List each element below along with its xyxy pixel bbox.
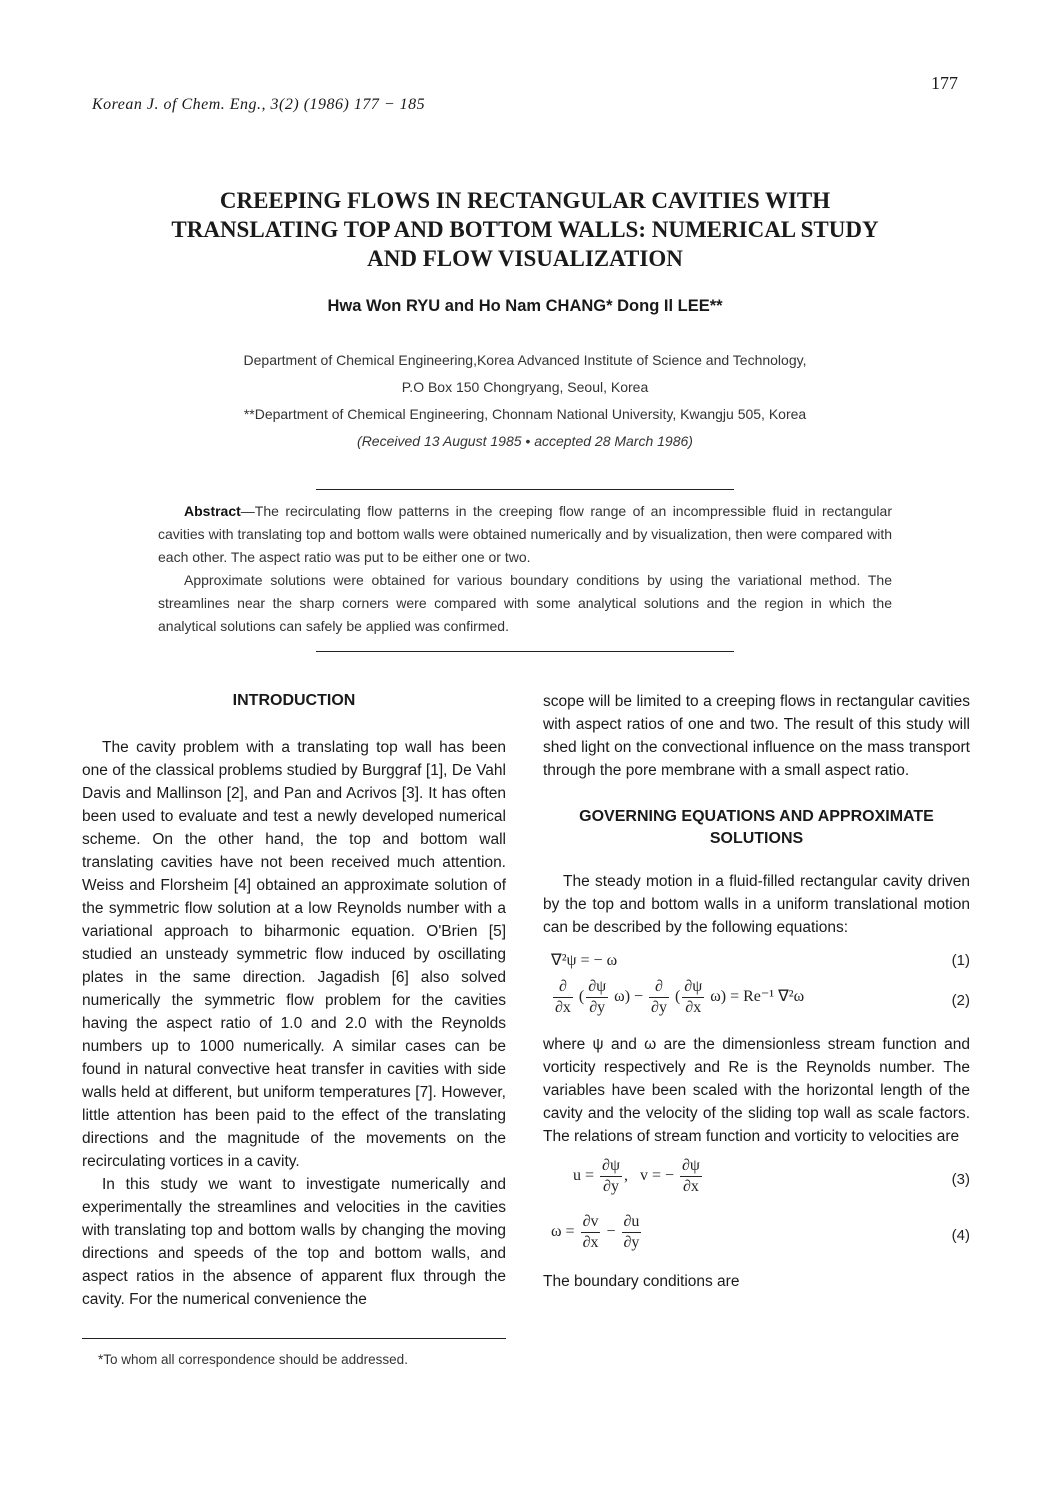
- body-paragraph: scope will be limited to a creeping flows in rectangular cavities with aspect ratios of one and two. The result of this study will shed light on the convectional influence on the mass transport through the pore membrane with a small aspect ratio.: [543, 693, 970, 779]
- page-number: 177: [931, 73, 958, 93]
- equation-number: (1): [951, 952, 970, 969]
- journal-citation: Korean J. of Chem. Eng., 3(2) (1986) 177 − 185: [92, 96, 426, 113]
- body-paragraph: In this study we want to investigate numerically and experimentally the streamlines and velocities in the cavities with translating top and bottom walls by changing the moving directions and speeds of the top and bottom walls, and aspect ratios in the absence of apparent flux through the cavity. For the numerical convenience the: [82, 1176, 506, 1308]
- abstract-paragraph: —The recirculating flow patterns in the creeping flow range of an incompressible fluid in rectangular cavities with translating top and bottom walls were obtained numerically and by visualization, then were compared with each other. The aspect ratio was put to be either one or two.: [158, 503, 892, 565]
- footnote: *To whom all correspondence should be addressed.: [98, 1352, 408, 1367]
- heading-line: GOVERNING EQUATIONS AND APPROXIMATE: [579, 808, 934, 825]
- footnote-rule: [82, 1338, 506, 1339]
- abstract-top-rule: [316, 489, 734, 490]
- received-dates: (Received 13 August 1985 • accepted 28 March 1986): [357, 433, 693, 449]
- body-paragraph: The cavity problem with a translating top wall has been one of the classical problems studied by Burggraf [1], De Vahl Davis and Mallinson [2], and Pan and Acrivos [3]. It has often been used to evaluate and test a newly developed numerical scheme. On the other hand, the top and bottom wall translating cavities have not been received much attention. Weiss and Florsheim [4] obtained an approximate solution of the symmetric flow solution at a low Reynolds number with a variational approach to biharmonic equation. O'Brien [5] studied an unsteady symmetric flow induced by oscillating plates in the same direction. Jagadish [6] also solved numerically the symmetric flow problem for the cavities having the aspect ratio of 1.0 and 2.0 with the Reynolds numbers up to 1000 numerically. A similar cases can be found in natural convective heat transfer in cavities with side walls held at different, but uniform temperatures [7]. However, little attention has been paid to the effect of the translating directions and the magnitude of the movements on the recirculating vortices in a cavity.: [82, 739, 506, 1170]
- left-column: [82, 736, 506, 1311]
- title-line: TRANSLATING TOP AND BOTTOM WALLS: NUMERICAL STUDY: [171, 217, 879, 242]
- equation-2: [543, 975, 970, 1025]
- equation-1-body: ∇²ψ = − ω: [551, 952, 618, 969]
- equation-number: (2): [951, 992, 970, 1009]
- abstract-paragraph: Approximate solutions were obtained for various boundary conditions by using the variational method. The streamlines near the sharp corners were compared with some analytical solutions and the region in which the analytical solutions can safely be applied was confirmed.: [158, 572, 892, 634]
- equation-number: (4): [951, 1227, 970, 1244]
- body-paragraph: The boundary conditions are: [543, 1273, 740, 1290]
- abstract-bottom-rule: [316, 651, 734, 652]
- paper-title: [0, 186, 1050, 273]
- affiliation-1: Department of Chemical Engineering,Korea Advanced Institute of Science and Technology,: [243, 352, 807, 368]
- equation-2-body: $\frac{\partial}{\partial x}$ ( $\frac{\partial\psi}{\partial y}$ ω) − $\frac{\partial}{\partial y}$ ( $\frac{\partial\psi}{\partial x}$ ω) = Re⁻¹ ∇²ω: [555, 978, 805, 1016]
- equation-1: [543, 945, 970, 975]
- affiliation-2: **Department of Chemical Engineering, Chonnam National University, Kwangju 505, Korea: [243, 406, 807, 422]
- equation-3: [543, 1154, 970, 1204]
- body-paragraph: The steady motion in a fluid-filled rectangular cavity driven by the top and bottom walls in a uniform translational motion can be described by the following equations:: [543, 873, 970, 936]
- abstract-label: Abstract: [184, 503, 241, 519]
- right-column: [543, 690, 970, 1293]
- section-heading-governing-equations: [543, 806, 970, 850]
- abstract: [158, 500, 892, 638]
- affiliation-1-address: P.O Box 150 Chongryang, Seoul, Korea: [401, 379, 649, 395]
- equation-4: [543, 1210, 970, 1260]
- equation-3-body: u = $\frac{\partial\psi}{\partial y}$ , v = − $\frac{\partial\psi}{\partial x}$: [573, 1157, 700, 1195]
- title-line: CREEPING FLOWS IN RECTANGULAR CAVITIES WITH: [219, 188, 831, 213]
- body-paragraph: where ψ and ω are the dimensionless stream function and vorticity respectively and Re is the Reynolds number. The variables have been scaled with the horizontal length of the cavity and the velocity of the sliding top wall as scale factors. The relations of stream function and vorticity to velocities are: [543, 1036, 970, 1145]
- title-line: AND FLOW VISUALIZATION: [367, 246, 683, 271]
- equation-4-body: ω = $\frac{\partial v}{\partial x}$ − $\frac{\partial u}{\partial y}$: [551, 1213, 640, 1251]
- heading-line: SOLUTIONS: [709, 830, 804, 847]
- authors: Hwa Won RYU and Ho Nam CHANG* Dong Il LEE**: [327, 297, 723, 315]
- equation-number: (3): [951, 1171, 970, 1188]
- section-heading-introduction: INTRODUCTION: [232, 692, 356, 709]
